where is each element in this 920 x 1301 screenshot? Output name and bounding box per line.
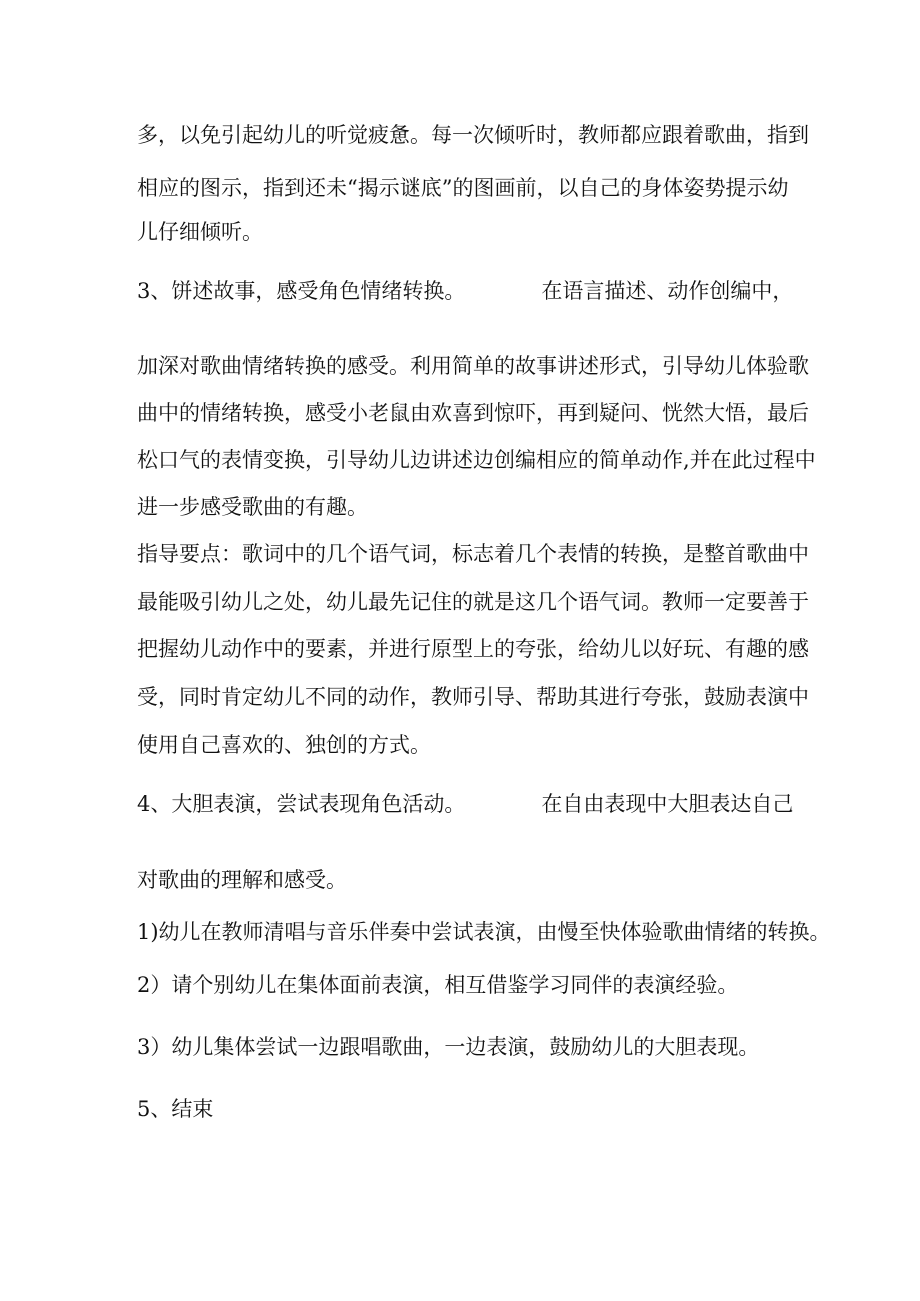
paragraph-line: 加深对歌曲情绪转换的感受。利用简单的故事讲述形式，引导幼儿体验歌 [137, 354, 809, 378]
step-5-heading: 5、结束 [137, 1097, 214, 1121]
paragraph-line: 曲中的情绪转换，感受小老鼠由欢喜到惊吓，再到疑问、恍然大悟，最后 [137, 401, 809, 425]
step-3-heading: 3、饼述故事，感受角色情绪转换。 [137, 279, 466, 303]
step-4-heading: 4、大胆表演，尝试表现角色活动。 [137, 792, 466, 816]
guidance-line: 受，同时肯定幼儿不同的动作，教师引导、帮助其进行夸张，鼓励表演中 [137, 685, 809, 709]
paragraph-line: 相应的图示，指到还未“揭示谜底”的图画前，以自己的身体姿势提示幼 [137, 176, 789, 200]
list-item: 1)幼儿在教师清唱与音乐伴奏中尝试表演，由慢至快体验歌曲情绪的转换。 [137, 920, 831, 944]
paragraph-line: 对歌曲的理解和感受。 [137, 868, 347, 892]
paragraph-line: 多，以免引起幼儿的听觉疲惫。每一次倾听时，教师都应跟着歌曲，指到 [137, 123, 809, 147]
step-4-goal: 在自由表现中大胆表达自己 [541, 792, 794, 816]
paragraph-line: 进一步感受歌曲的有趣。 [137, 495, 368, 519]
paragraph-line: 松口气的表情变换，引导幼儿边讲述边创编相应的简单动作,并在此过程中 [137, 448, 816, 472]
guidance-line: 使用自己喜欢的、独创的方式。 [137, 733, 431, 757]
list-item: 3）幼儿集体尝试一边跟唱歌曲，一边表演，鼓励幼儿的大胆表现。 [137, 1035, 760, 1059]
step-4-row [137, 790, 793, 818]
list-item: 2）请个别幼儿在集体面前表演，相互借鉴学习同伴的表演经验。 [137, 973, 739, 997]
step-3-row [137, 277, 793, 305]
guidance-line: 指导要点：歌词中的几个语气词，标志着几个表情的转换，是整首歌曲中 [137, 542, 809, 566]
step-3-goal: 在语言描述、动作创编中， [541, 279, 794, 303]
guidance-line: 最能吸引幼儿之处，幼儿最先记住的就是这几个语气词。教师一定要善于 [137, 590, 809, 614]
guidance-line: 把握幼儿动作中的要素，并进行原型上的夸张，给幼儿以好玩、有趣的感 [137, 637, 809, 661]
paragraph-line: 儿仔细倾听。 [137, 220, 263, 244]
